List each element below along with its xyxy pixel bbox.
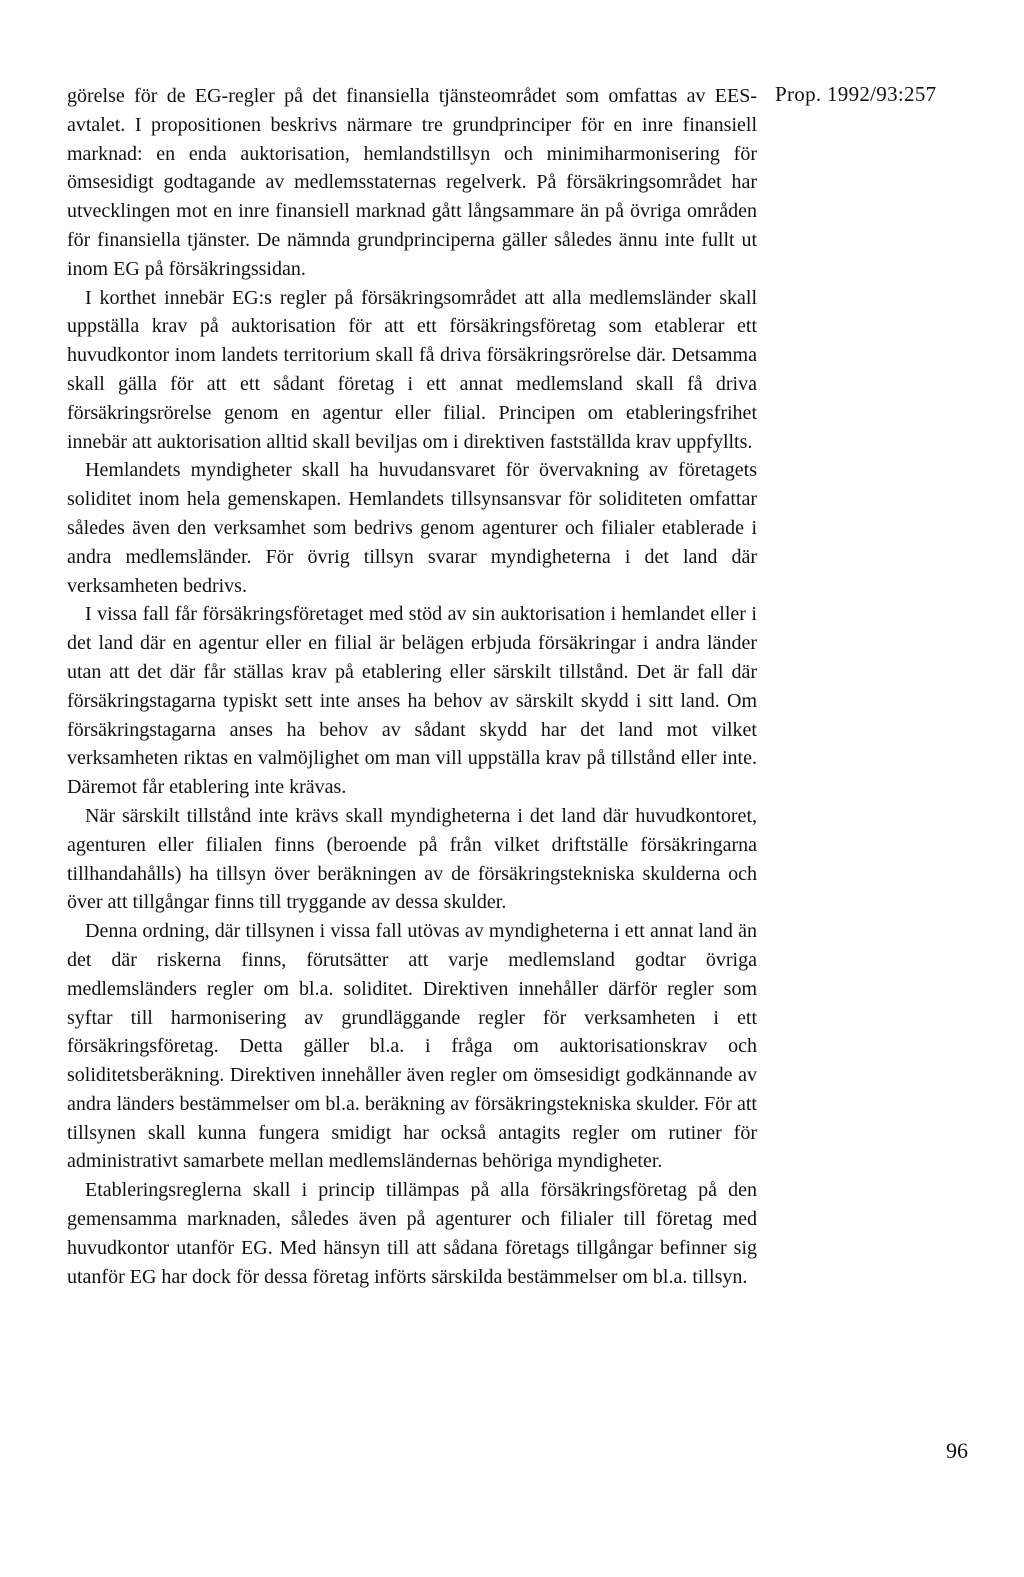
paragraph: I korthet innebär EG:s regler på försäkringsområdet att alla medlemsländer skall uppställa krav på auktorisation för att ett försäkringsföretag som etablerar ett huvudkontor inom landets territorium skall få driva försäkringsrörelse där. Detsamma skall gälla för att ett sådant företag i ett annat medlemsland skall få driva försäkringsrörelse genom en agentur eller filial. Principen om etableringsfrihet innebär att auktorisation alltid skall beviljas om i direktiven fastställda krav uppfyllts. — [67, 286, 757, 453]
document-reference: Prop. 1992/93:257 — [775, 82, 937, 106]
page-number: 96 — [946, 1438, 968, 1463]
paragraph: görelse för de EG-regler på det finansiella tjänsteområdet som omfattas av EES-avtalet. I propositionen beskrivs närmare tre grundprinciper för en inre finansiell marknad: en enda auktorisation, hemlandstillsyn och minimiharmonisering för ömsesidigt godtagande av medlemsstaternas regelverk. På försäkringsområdet har utvecklingen mot en inre finansiell marknad gått långsammare än på övriga områden för finansiella tjänster. De nämnda grundprinciperna gäller således ännu inte fullt ut inom EG på försäkringssidan. — [67, 85, 757, 280]
paragraph: I vissa fall får försäkringsföretaget med stöd av sin auktorisation i hemlandet eller i det land där en agentur eller en filial är belägen erbjuda försäkringar i andra länder utan att det där får ställas krav på etablering eller särskilt tillstånd. Det är fall där försäkringstagarna typiskt sett inte anses ha behov av särskilt skydd i sitt land. Om försäkringstagarna anses ha behov av sådant skydd har det land mot vilket verksamheten riktas en valmöjlighet om man vill uppställa krav på tillstånd eller inte. Däremot får etablering inte krävas. — [67, 603, 757, 799]
paragraph: När särskilt tillstånd inte krävs skall myndigheterna i det land där huvudkontoret, agenturen eller filialen finns (beroende på från vilket driftställe försäkringarna tillhandahålls) ha tillsyn över beräkningen av de försäkringstekniska skulderna och över att tillgångar finns till tryggande av dessa skulder. — [67, 804, 757, 914]
paragraph: Hemlandets myndigheter skall ha huvudansvaret för övervakning av företagets soliditet inom hela gemenskapen. Hemlandets tillsynsansvar för soliditeten omfattar således även den verksamhet som bedrivs genom agenturer och filialer etablerade i andra medlemsländer. För övrig tillsyn svarar myndigheterna i det land där verksamheten bedrivs. — [67, 459, 757, 597]
paragraph: Etableringsreglerna skall i princip tillämpas på alla försäkringsföretag på den gemensamma marknaden, således även på agenturer och filialer till företag med huvudkontor utanför EG. Med hänsyn till att sådana företags tillgångar befinner sig utanför EG har dock för dessa företag införts särskilda bestämmelser om bl.a. tillsyn. — [67, 1179, 757, 1288]
body-text — [67, 82, 757, 1291]
paragraph: Denna ordning, där tillsynen i vissa fall utövas av myndigheterna i ett annat land än det där riskerna finns, förutsätter att varje medlemsland godtar övriga medlemsländers regler om bl.a. soliditet. Direktiven innehåller därför regler som syftar till harmonisering av grundläggande regler för verksamheten i ett försäkringsföretag. Detta gäller bl.a. i fråga om auktorisationskrav och soliditetsberäkning. Direktiven innehåller även regler om ömsesidigt godkännande av andra länders bestämmelser om bl.a. beräkning av försäkringstekniska skulder. För att tillsynen skall kunna fungera smidigt har också antagits regler om rutiner för administrativt samarbete mellan medlemsländernas behöriga myndigheter. — [67, 920, 757, 1173]
